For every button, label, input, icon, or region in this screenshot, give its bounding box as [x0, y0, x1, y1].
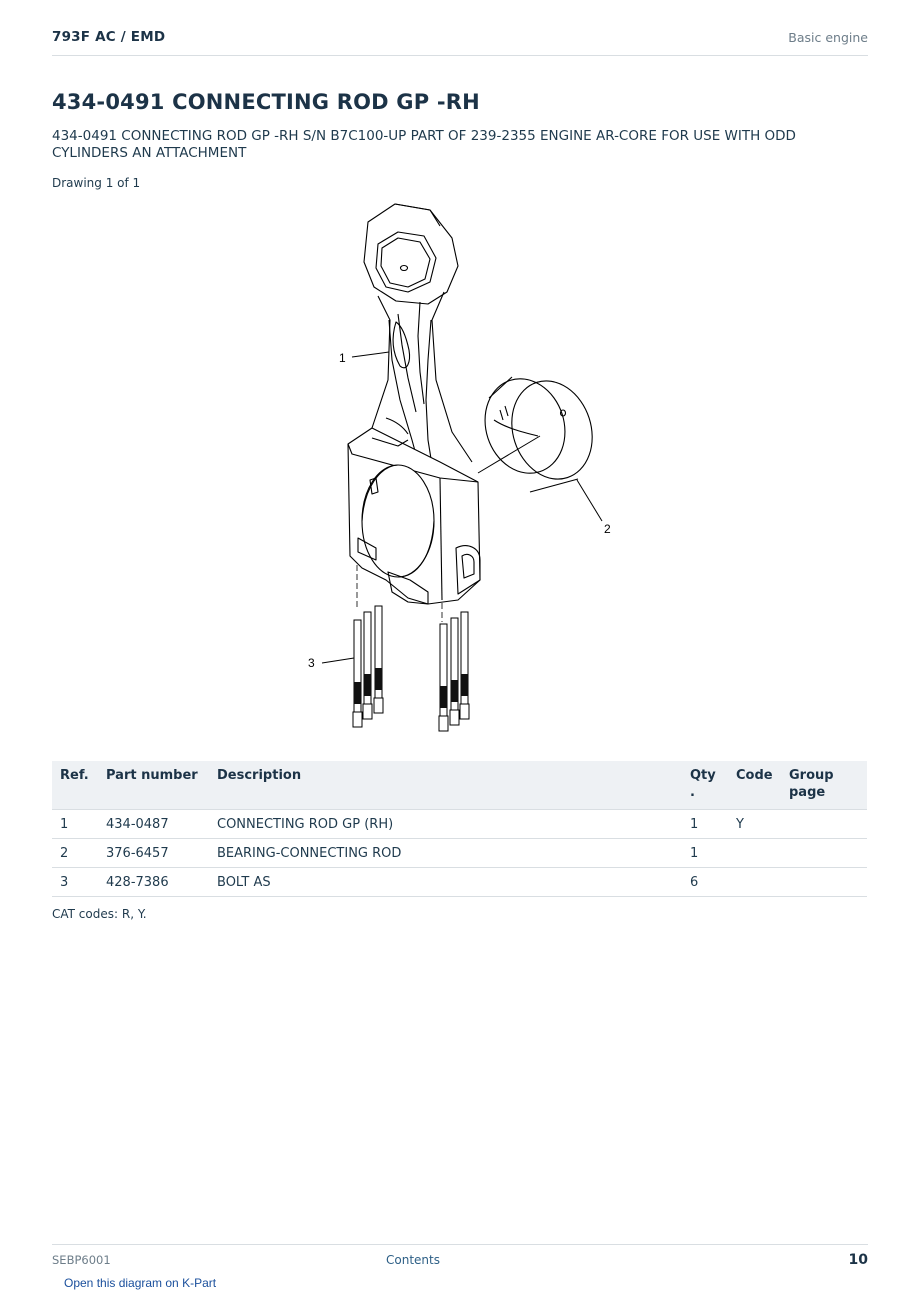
cell-part-number: 376-6457 [98, 839, 209, 868]
col-qty-label: Qty [690, 768, 716, 783]
cell-qty: 1 [682, 839, 728, 868]
col-group-page-line1: Group [789, 768, 834, 783]
cell-qty: 6 [682, 868, 728, 897]
col-description: Description [209, 761, 682, 810]
callout-3: 3 [308, 656, 315, 670]
cell-group-page [781, 810, 867, 839]
cell-group-page [781, 839, 867, 868]
page-title: 434-0491 CONNECTING ROD GP -RH [52, 90, 480, 114]
group-description: 434-0491 CONNECTING ROD GP -RH S/N B7C100-UP PART OF 239-2355 ENGINE AR-CORE FOR USE WITH ODD CYLINDERS AN ATTACHMENT [52, 128, 796, 161]
col-qty-dot: . [690, 785, 695, 800]
model-label: 793F AC / EMD [52, 29, 166, 45]
kpart-link[interactable]: Open this diagram on K-Part [64, 1276, 217, 1290]
parts-table [52, 761, 867, 897]
cat-codes-note: CAT codes: R, Y. [52, 907, 147, 921]
col-ref: Ref. [52, 761, 98, 810]
col-qty [682, 761, 728, 810]
drawing-count: Drawing 1 of 1 [52, 176, 141, 190]
cell-code [728, 868, 781, 897]
cell-code: Y [728, 810, 781, 839]
callout-1: 1 [339, 351, 346, 365]
footer-doc-id: SEBP6001 [52, 1253, 111, 1267]
col-group-page-line2: page [789, 785, 826, 800]
table-row [52, 868, 867, 897]
cell-code [728, 839, 781, 868]
cell-part-number: 428-7386 [98, 868, 209, 897]
parts-diagram [290, 198, 630, 748]
page-number: 10 [848, 1252, 868, 1268]
page-header [52, 28, 868, 56]
cell-description: BOLT AS [209, 868, 682, 897]
cell-group-page [781, 868, 867, 897]
cell-description: BEARING-CONNECTING ROD [209, 839, 682, 868]
contents-link[interactable]: Contents [386, 1253, 440, 1267]
cell-description: CONNECTING ROD GP (RH) [209, 810, 682, 839]
callout-2: 2 [604, 522, 611, 536]
col-part-number: Part number [98, 761, 209, 810]
cell-ref: 2 [52, 839, 98, 868]
cell-ref: 1 [52, 810, 98, 839]
table-header-row [52, 761, 867, 810]
footer-divider [52, 1244, 868, 1245]
col-code: Code [728, 761, 781, 810]
section-label: Basic engine [788, 30, 868, 45]
table-row [52, 810, 867, 839]
cell-part-number: 434-0487 [98, 810, 209, 839]
table-row [52, 839, 867, 868]
col-group-page [781, 761, 867, 810]
cell-ref: 3 [52, 868, 98, 897]
cell-qty: 1 [682, 810, 728, 839]
